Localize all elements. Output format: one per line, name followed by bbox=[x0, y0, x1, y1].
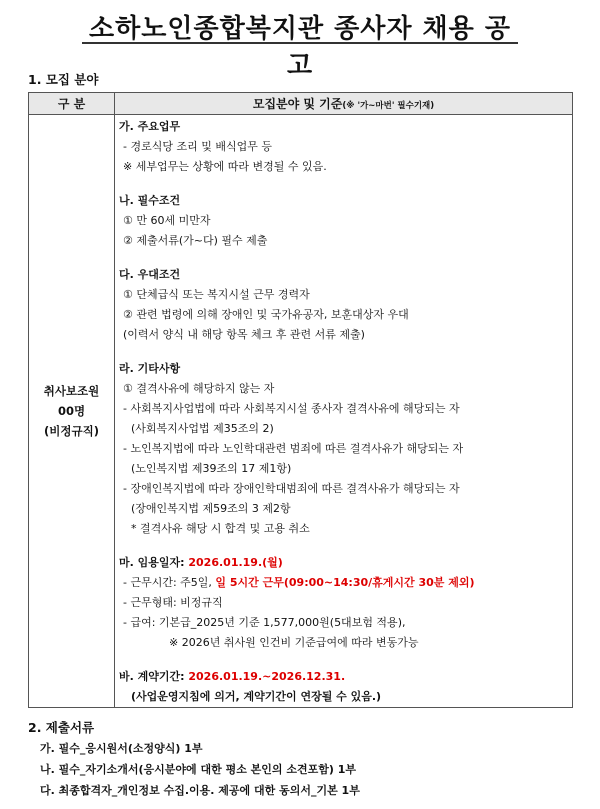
position-title: 취사보조원 bbox=[43, 384, 100, 398]
ma-heading bbox=[119, 553, 572, 573]
recruit-table bbox=[28, 92, 573, 708]
criteria-cell bbox=[115, 115, 573, 708]
doc-item: 다. 최종합격자_개인정보 수집.이용. 제공에 대한 동의서_기본 1부 bbox=[40, 784, 360, 797]
ma-line: - 급여: 기본급_2025년 기준 1,577,000원(5대보험 적용), bbox=[123, 616, 406, 629]
doc-item: 나. 필수_자기소개서(응시분야에 대한 평소 본인의 소견포함) 1부 bbox=[40, 763, 357, 776]
position-cell bbox=[29, 115, 115, 708]
da-line: (이력서 양식 내 해당 항목 체크 후 관련 서류 제출) bbox=[123, 328, 365, 341]
title-underline bbox=[82, 42, 518, 44]
ma-label: 마. 임용일자: bbox=[119, 556, 189, 569]
na-line: ② 제출서류(가~다) 필수 제출 bbox=[123, 234, 268, 247]
ra-line: ① 결격사유에 해당하지 않는 자 bbox=[123, 382, 275, 395]
section-recruit-field: 1. 모집 분야 bbox=[28, 72, 99, 87]
position-type: (비정규직) bbox=[44, 424, 99, 438]
na-line: ① 만 60세 미만자 bbox=[123, 214, 211, 227]
ra-line: (사회복지사업법 제35조의 2) bbox=[131, 422, 274, 435]
ga-heading: 가. 주요업무 bbox=[119, 120, 181, 133]
col-header-category: 구 분 bbox=[29, 93, 115, 115]
ba-heading bbox=[119, 667, 572, 687]
ga-line: - 경로식당 조리 및 배식업무 등 bbox=[123, 140, 272, 153]
col-header-hint: (※ '가~마번' 필수기재) bbox=[342, 101, 435, 111]
ma-line: ※ 2026년 취사원 인건비 기준급여에 따라 변동가능 bbox=[169, 636, 419, 649]
ra-line: - 장애인복지법에 따라 장애인학대범죄에 따른 결격사유가 해당되는 자 bbox=[123, 482, 460, 495]
page-title: 소하노인종합복지관 종사자 채용 공고 bbox=[89, 14, 511, 81]
ma-hours-label: - 근무시간: 주5일, bbox=[123, 576, 216, 589]
col-header-criteria-label: 모집분야 및 기준 bbox=[252, 97, 343, 111]
section-submit-docs: 2. 제출서류 bbox=[28, 720, 95, 735]
ra-line: (노인복지법 제39조의 17 제1항) bbox=[131, 462, 292, 475]
doc-item: 가. 필수_응시원서(소정양식) 1부 bbox=[40, 742, 203, 755]
ma-date: 2026.01.19.(월) bbox=[188, 556, 283, 569]
ra-line: * 결격사유 해당 시 합격 및 고용 취소 bbox=[131, 522, 310, 535]
na-heading: 나. 필수조건 bbox=[119, 194, 181, 207]
ra-line: (장애인복지법 제59조의 3 제2항 bbox=[131, 502, 291, 515]
ra-line: - 사회복지사업법에 따라 사회복지시설 종사자 결격사유에 해당되는 자 bbox=[123, 402, 460, 415]
ba-date: 2026.01.19.~2026.12.31. bbox=[188, 670, 346, 683]
ra-line: - 노인복지법에 따라 노인학대관련 범죄에 따른 결격사유가 해당되는 자 bbox=[123, 442, 464, 455]
table-row bbox=[29, 115, 573, 708]
table-header-row bbox=[29, 93, 573, 115]
ma-line: - 근무형태: 비정규직 bbox=[123, 596, 223, 609]
ma-hours-value: 일 5시간 근무(09:00~14:30/휴게시간 30분 제외) bbox=[215, 576, 475, 589]
position-count: 00명 bbox=[57, 404, 86, 418]
ga-line: ※ 세부업무는 상황에 따라 변경될 수 있음. bbox=[123, 160, 327, 173]
col-header-criteria bbox=[115, 93, 573, 115]
ba-label: 바. 계약기간: bbox=[119, 670, 189, 683]
da-line: ② 관련 법령에 의해 장애인 및 국가유공자, 보훈대상자 우대 bbox=[123, 308, 409, 321]
ra-heading: 라. 기타사항 bbox=[119, 362, 181, 375]
ma-line bbox=[119, 573, 572, 593]
ba-line: (사업운영지침에 의거, 계약기간이 연장될 수 있음.) bbox=[131, 690, 382, 703]
da-line: ① 단체급식 또는 복지시설 근무 경력자 bbox=[123, 288, 310, 301]
da-heading: 다. 우대조건 bbox=[119, 268, 181, 281]
